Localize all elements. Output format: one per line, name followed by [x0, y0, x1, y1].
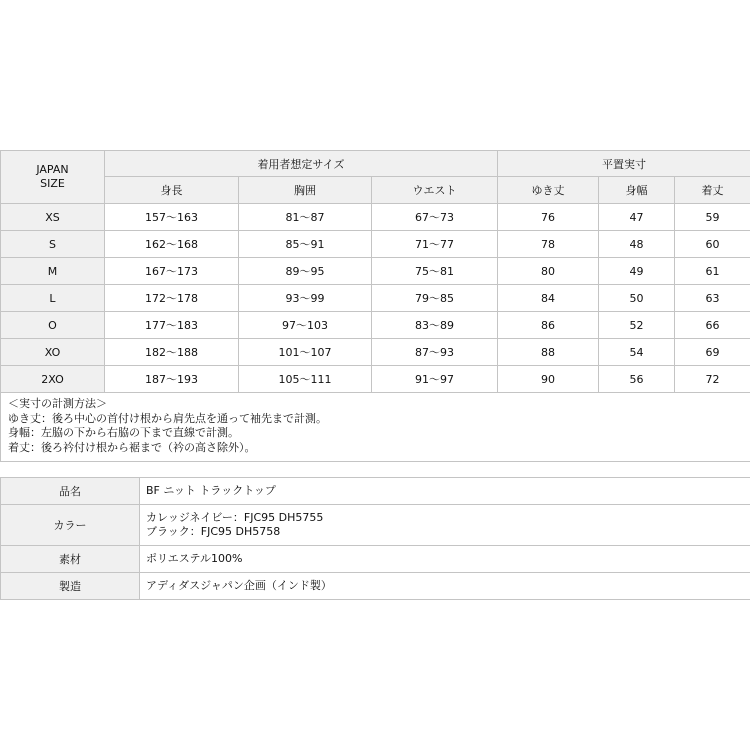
cell-height: 172〜178 — [105, 285, 239, 312]
cell-width: 47 — [599, 204, 675, 231]
material-value: ポリエステル100% — [140, 546, 750, 573]
cell-length: 59 — [675, 204, 750, 231]
notes-title: ＜実寸の計測方法＞ — [8, 397, 107, 410]
body-size-group-header: 着用者想定サイズ — [105, 151, 498, 177]
cell-width: 56 — [599, 366, 675, 393]
manufacture-label: 製造 — [1, 573, 140, 600]
column-header-waist: ウエスト — [372, 177, 498, 204]
size-row — [1, 339, 750, 366]
cell-width: 50 — [599, 285, 675, 312]
cell-sleeve: 80 — [498, 258, 599, 285]
cell-waist: 71〜77 — [372, 231, 498, 258]
color-black: ブラック：FJC95 DH5758 — [146, 525, 281, 538]
cell-waist: 75〜81 — [372, 258, 498, 285]
cell-height: 177〜183 — [105, 312, 239, 339]
cell-width: 54 — [599, 339, 675, 366]
column-header-width: 身幅 — [599, 177, 675, 204]
cell-sleeve: 88 — [498, 339, 599, 366]
cell-length: 72 — [675, 366, 750, 393]
cell-size: 2XO — [1, 366, 105, 393]
cell-waist: 91〜97 — [372, 366, 498, 393]
product-info-table — [0, 477, 750, 600]
cell-size: XS — [1, 204, 105, 231]
size-chart-table — [0, 150, 750, 462]
material-label: 素材 — [1, 546, 140, 573]
note-width: 身幅：左脇の下から右脇の下まで直線で計測。 — [8, 426, 239, 439]
cell-length: 61 — [675, 258, 750, 285]
cell-size: L — [1, 285, 105, 312]
note-length: 着丈：後ろ衿付け根から裾まで（衿の高さ除外）。 — [8, 440, 256, 454]
cell-waist: 83〜89 — [372, 312, 498, 339]
column-header-sleeve: ゆき丈 — [498, 177, 599, 204]
cell-width: 49 — [599, 258, 675, 285]
garment-size-group-header: 平置実寸 — [498, 151, 750, 177]
cell-length: 66 — [675, 312, 750, 339]
cell-length: 63 — [675, 285, 750, 312]
cell-width: 52 — [599, 312, 675, 339]
note-sleeve: ゆき丈：後ろ中心の首付け根から肩先点を通って袖先まで計測。 — [8, 411, 327, 425]
cell-height: 167〜173 — [105, 258, 239, 285]
cell-size: O — [1, 312, 105, 339]
cell-chest: 101〜107 — [239, 339, 372, 366]
cell-chest: 81〜87 — [239, 204, 372, 231]
cell-sleeve: 78 — [498, 231, 599, 258]
cell-waist: 79〜85 — [372, 285, 498, 312]
size-row — [1, 312, 750, 339]
manufacture-value: アディダスジャパン企画（インド製） — [140, 573, 750, 600]
product-name-label: 品名 — [1, 478, 140, 505]
cell-length: 60 — [675, 231, 750, 258]
cell-chest: 85〜91 — [239, 231, 372, 258]
cell-height: 162〜168 — [105, 231, 239, 258]
size-row — [1, 231, 750, 258]
measurement-notes — [1, 393, 750, 462]
column-header-length: 着丈 — [675, 177, 750, 204]
size-row — [1, 258, 750, 285]
column-header-height: 身長 — [105, 177, 239, 204]
cell-sleeve: 86 — [498, 312, 599, 339]
cell-width: 48 — [599, 231, 675, 258]
size-row — [1, 366, 750, 393]
cell-waist: 67〜73 — [372, 204, 498, 231]
cell-size: XO — [1, 339, 105, 366]
cell-chest: 89〜95 — [239, 258, 372, 285]
cell-height: 182〜188 — [105, 339, 239, 366]
cell-length: 69 — [675, 339, 750, 366]
cell-sleeve: 76 — [498, 204, 599, 231]
size-row — [1, 285, 750, 312]
color-values — [140, 505, 750, 546]
cell-chest: 93〜99 — [239, 285, 372, 312]
cell-height: 187〜193 — [105, 366, 239, 393]
cell-size: S — [1, 231, 105, 258]
cell-sleeve: 84 — [498, 285, 599, 312]
japan-size-header: JAPAN SIZE — [1, 151, 105, 204]
size-row — [1, 204, 750, 231]
cell-chest: 97〜103 — [239, 312, 372, 339]
cell-chest: 105〜111 — [239, 366, 372, 393]
cell-size: M — [1, 258, 105, 285]
color-label: カラー — [1, 505, 140, 546]
column-header-chest: 胸囲 — [239, 177, 372, 204]
color-navy: カレッジネイビー：FJC95 DH5755 — [146, 511, 324, 524]
cell-height: 157〜163 — [105, 204, 239, 231]
cell-sleeve: 90 — [498, 366, 599, 393]
product-name-value: BF ニット トラックトップ — [140, 478, 750, 505]
cell-waist: 87〜93 — [372, 339, 498, 366]
